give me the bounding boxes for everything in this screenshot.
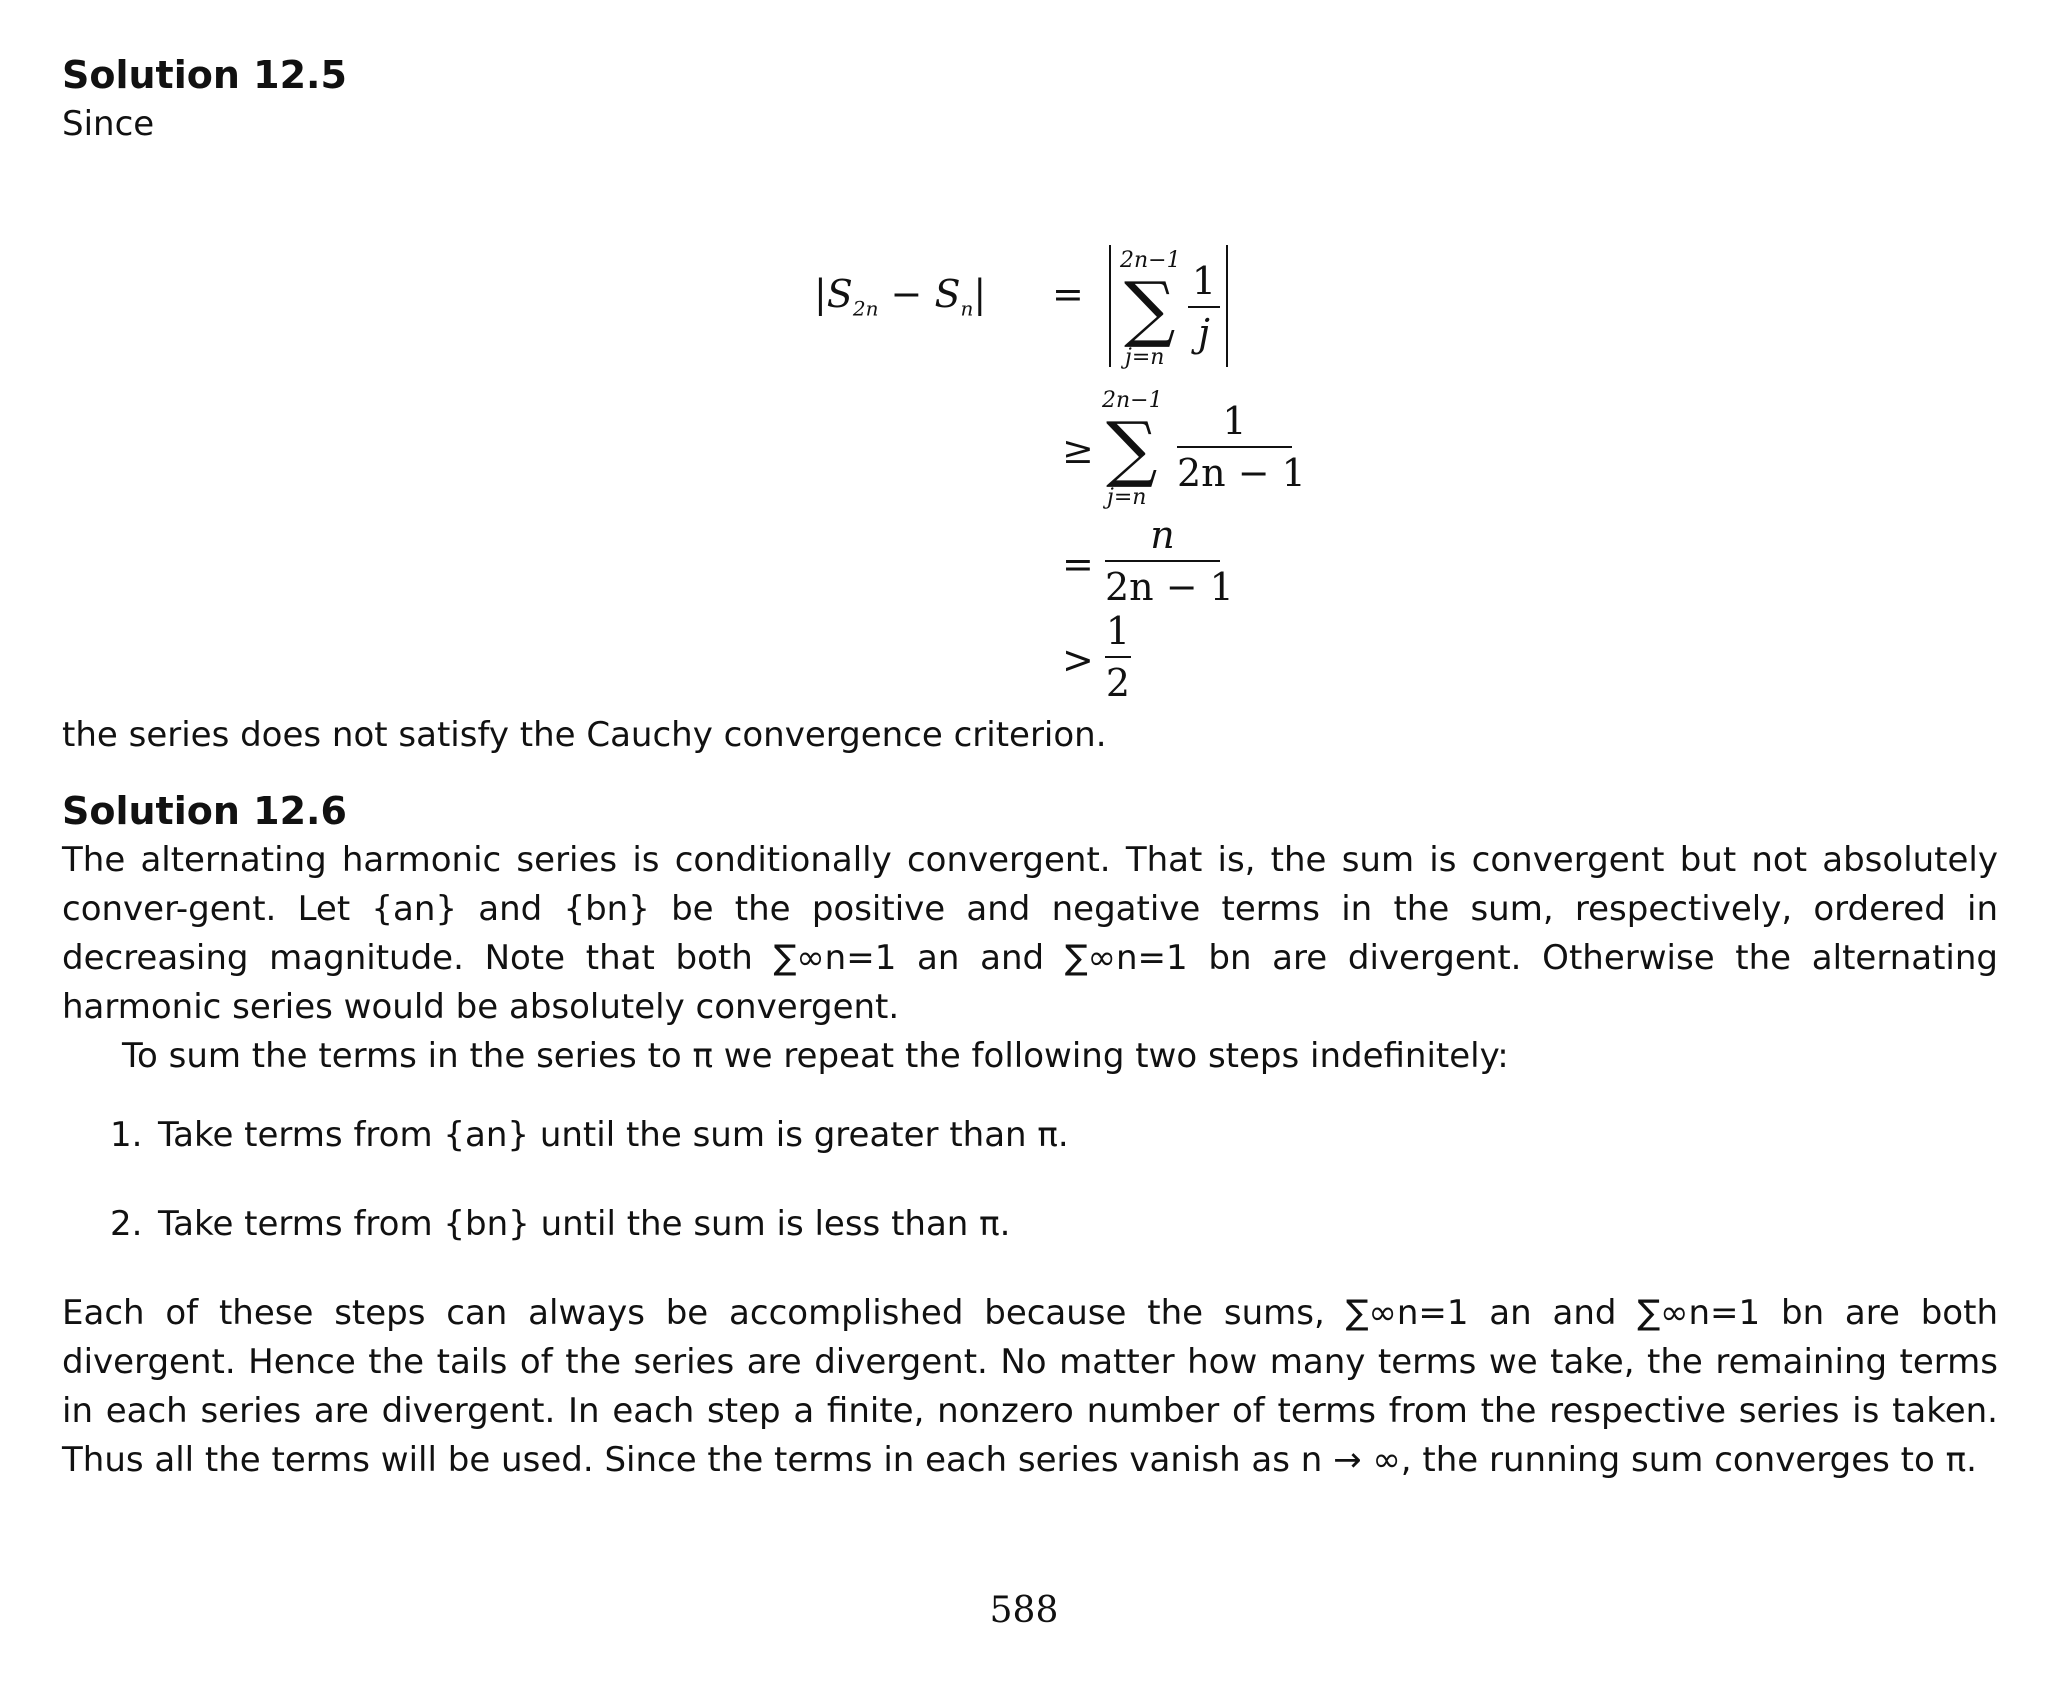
sum1-upper-limit: 2n−1 [1120, 248, 1181, 273]
sum2-lower-limit: j=n [1107, 485, 1147, 510]
equals-sign-1: = [1052, 272, 1084, 316]
paragraph-1: The alternating harmonic series is conditionally convergent. That is, the sum is convergent but not absolutely conver-gent. Let {an} and {bn} be the positive and negative terms in the sum, respectively, ordered in decreasing magnitude. Note that both ∑∞n=1 an and ∑∞n=1 bn are divergent. Otherwise the alternating harmonic series would be absolutely convergent. [62, 840, 1998, 1027]
display-equation [62, 190, 1998, 720]
fraction-n-over-2n-1: n 2n − 1 [1105, 513, 1234, 609]
page-number: 588 [989, 1590, 1059, 1631]
greater-sign: > [1062, 638, 1094, 682]
equals-sign-2: = [1062, 542, 1094, 586]
sum2-sigma: ∑ [1106, 406, 1158, 490]
fraction-1-over-2n-1: 1 2n − 1 [1177, 399, 1306, 495]
geq-sign: ≥ [1062, 428, 1094, 472]
sum2-upper-limit: 2n−1 [1102, 388, 1163, 413]
sum1-lower-limit: j=n [1125, 345, 1165, 370]
fraction-1-over-j: 1 j [1188, 258, 1220, 356]
since-text: Since [62, 104, 155, 144]
cauchy-sentence: the series does not satisfy the Cauchy convergence criterion. [62, 715, 1107, 755]
list-item: 2. Take terms from {bn} until the sum is less than π. [110, 1204, 1011, 1244]
list-item: 1. Take terms from {an} until the sum is greater than π. [110, 1115, 1069, 1155]
equation-lhs: $|S_{2n} - S_n|$ [814, 272, 987, 321]
page-content [62, 50, 1998, 1485]
solution-12-6-heading: Solution 12.6 [62, 789, 347, 833]
abs-bar-left [1109, 245, 1111, 367]
solution-12-5-heading: Solution 12.5 [62, 53, 347, 97]
fraction-1-over-2: 1 2 [1105, 609, 1131, 705]
paragraph-2: To sum the terms in the series to π we repeat the following two steps indefinitely: [122, 1036, 1509, 1076]
abs-bar-right [1226, 245, 1228, 367]
paragraph-3: Each of these steps can always be accomplished because the sums, ∑∞n=1 an and ∑∞n=1 bn are both divergent. Hence the tails of the series are divergent. No matter how many terms we take, the remaining terms in each series are divergent. In each step a finite, nonzero number of terms from the respective series is taken. Thus all the terms will be used. Since the terms in each series vanish as n → ∞, the running sum converges to π. [62, 1293, 1998, 1480]
sum1-sigma: ∑ [1124, 266, 1176, 350]
steps-list [110, 1111, 1998, 1249]
